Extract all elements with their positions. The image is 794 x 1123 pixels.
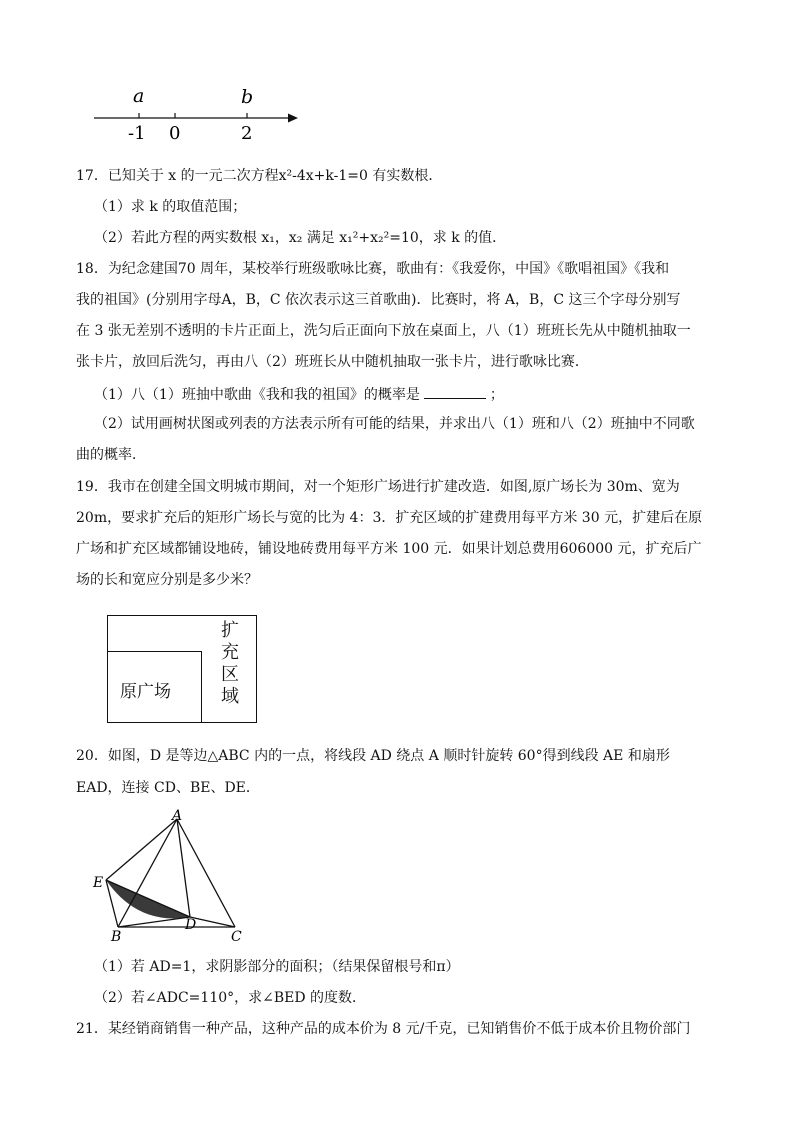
point-label-b: B [111,929,122,944]
q20-line1: 20．如图，D 是等边△ABC 内的一点，将线段 AD 绕点 A 顺时针旋转 60°得到线段 AE 和扇形 [76,748,670,764]
q17-stem: 17．已知关于 x 的一元二次方程x²-4x+k-1=0 有实数根． [76,168,443,184]
answer-blank [424,384,486,399]
original-plaza-label: 原广场 [120,682,171,702]
q18-part1: （1）八（1）班抽中歌曲《我和我的祖国》的概率是 ； [94,384,504,404]
q19-line4: 场的长和宽应分别是多少米？ [76,572,258,588]
q18-line2: 我的祖国》(分别用字母A，B，C 依次表示这三首歌曲)．比赛时，将 A，B，C 这三个字母分别写 [76,292,681,308]
expansion-area-label: 扩 充 区 域 [221,620,239,707]
q18-line3: 在 3 张无差别不透明的卡片正面上，洗匀后正面向下放在桌面上，八（1）班班长先从中随机抽取一 [76,323,691,339]
q19-line2: 20m，要求扩充后的矩形广场长与宽的比为 4：3．扩充区域的扩建费用每平方米 30 元，扩建后在原 [76,510,703,526]
label-a: a [133,85,145,107]
point-label-e: E [93,875,104,891]
q18-part2-line2: 曲的概率． [76,447,146,463]
q17-equation: x²-4x+k-1=0 [278,168,368,184]
q18-line1: 18．为纪念建国70 周年，某校举行班级歌咏比赛，歌曲有：《我爱你，中国》《歌唱祖国》《我和 [76,261,670,277]
point-label-a: A [172,808,183,824]
tick-label-neg1: -1 [128,123,146,144]
tick-label-0: 0 [169,123,181,144]
number-line-figure [88,84,308,146]
q20-line2: EAD，连接 CD、BE、DE． [76,780,260,796]
q20-part2: （2）若∠ADC=110°，求∠BED 的度数． [94,990,367,1006]
q20-part1: （1）若 AD=1，求阴影部分的面积；（结果保留根号和π） [94,959,460,975]
plaza-figure [107,615,257,723]
q19-line1: 19．我市在创建全国文明城市期间，对一个矩形广场进行扩建改造．如图,原广场长为 30m、宽为 [76,479,680,495]
q19-line3: 广场和扩充区域都铺设地砖，铺设地砖费用每平方米 100 元．如果计划总费用606000 元，扩充后广 [76,541,702,557]
label-b: b [241,86,254,108]
q18-line4: 张卡片，放回后洗匀，再由八（2）班班长从中随机抽取一张卡片，进行歌咏比赛． [76,354,589,370]
point-label-d: D [185,917,197,933]
q21-line1: 21．某经销商销售一种产品，这种产品的成本价为 8 元/千克，已知销售价不低于成本价且物价部门 [76,1021,691,1037]
q17-part2: （2）若此方程的两实数根 x₁，x₂ 满足 x₁²+x₂²=10，求 k 的值． [94,230,507,246]
number-line-arrow [288,114,298,123]
tick-label-2: 2 [241,123,253,144]
triangle-figure [88,808,258,944]
q18-part2-line1: （2）试用画树状图或列表的方法表示所有可能的结果，并求出八（1）班和八（2）班抽中不同歌 [94,416,695,432]
q17-part1: （1）求 k 的取值范围； [94,199,247,215]
point-label-c: C [231,929,242,944]
